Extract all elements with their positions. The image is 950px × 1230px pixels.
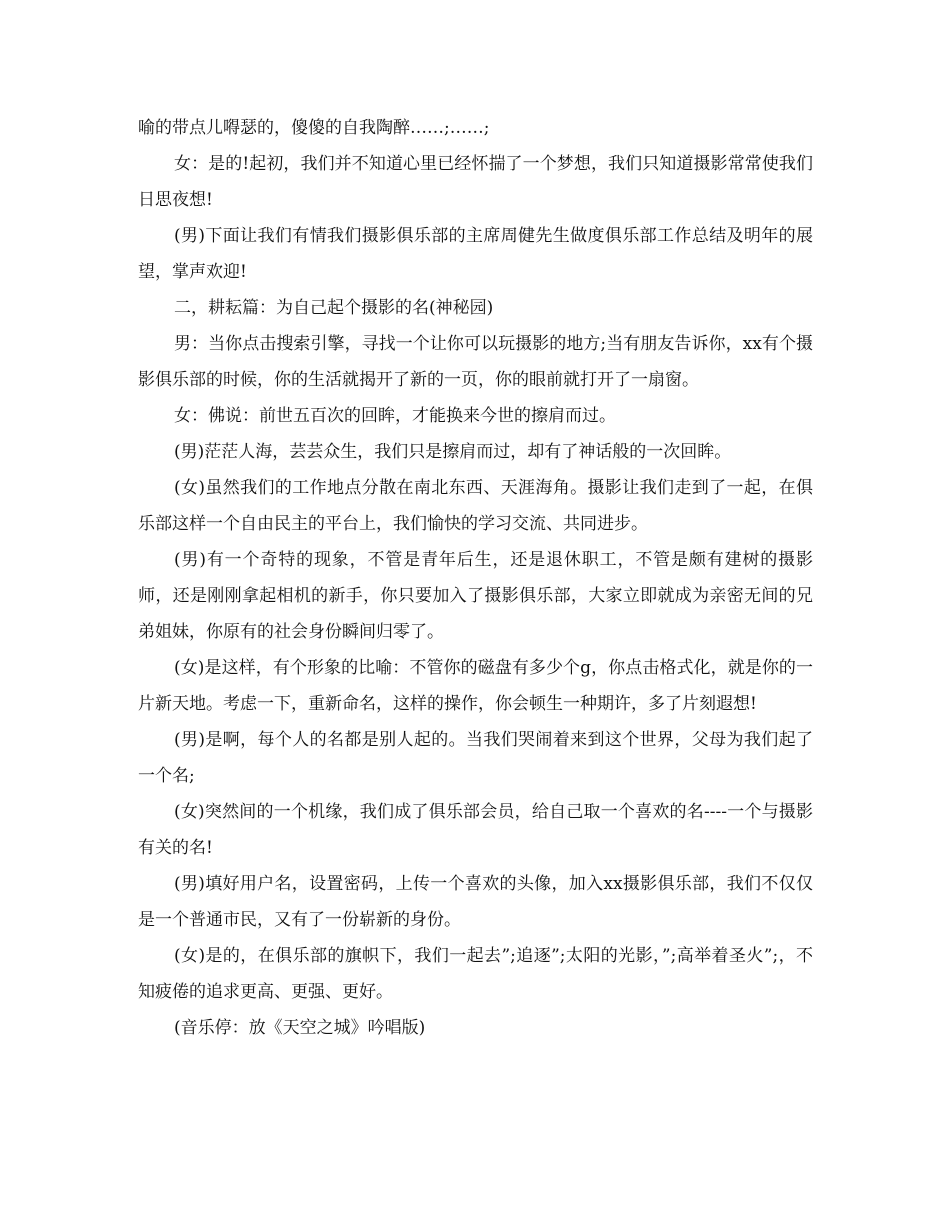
document-body xyxy=(138,110,813,1046)
paragraph-3: (男)下面让我们有情我们摄影俱乐部的主席周健先生做度俱乐部工作总结及明年的展望，掌声欢迎! xyxy=(138,226,813,282)
paragraph-5: 男：当你点击搜索引擎，寻找一个让你可以玩摄影的地方;当有朋友告诉你，xx有个摄影俱乐部的时候，你的生活就揭开了新的一页，你的眼前就打开了一扇窗。 xyxy=(138,334,813,390)
paragraph-14: (女)是的，在俱乐部的旗帜下，我们一起去”;追逐”;太阳的光影，”;高举着圣火”;，不知疲倦的追求更高、更强、更好。 xyxy=(138,946,813,1002)
section-heading: 二，耕耘篇：为自己起个摄影的名(神秘园) xyxy=(174,298,494,318)
paragraph-9: (男)有一个奇特的现象，不管是青年后生，还是退休职工，不管是颇有建树的摄影师，还是刚刚拿起相机的新手，你只要加入了摄影俱乐部，大家立即就成为亲密无间的兄弟姐妹，你原有的社会身份瞬间归零了。 xyxy=(138,550,813,642)
paragraph-8: (女)虽然我们的工作地点分散在南北东西、天涯海角。摄影让我们走到了一起，在俱乐部这样一个自由民主的平台上，我们愉快的学习交流、共同进步。 xyxy=(138,478,813,534)
paragraph-11: (男)是啊，每个人的名都是别人起的。当我们哭闹着来到这个世界，父母为我们起了一个名; xyxy=(138,730,813,786)
paragraph-10: (女)是这样，有个形象的比喻：不管你的磁盘有多少个g，你点击格式化，就是你的一片新天地。考虑一下，重新命名，这样的操作，你会顿生一种期许，多了片刻遐想! xyxy=(138,658,813,714)
paragraph-2: 女：是的!起初，我们并不知道心里已经怀揣了一个梦想，我们只知道摄影常常使我们日思夜想! xyxy=(138,154,813,210)
paragraph-7: (男)茫茫人海，芸芸众生，我们只是擦肩而过，却有了神话般的一次回眸。 xyxy=(174,442,732,462)
paragraph-12: (女)突然间的一个机缘，我们成了俱乐部会员，给自己取一个喜欢的名----一个与摄影有关的名! xyxy=(138,802,813,858)
paragraph-1: 喻的带点儿嘚瑟的，傻傻的自我陶醉……;……; xyxy=(138,118,490,138)
stage-direction: (音乐停：放《天空之城》吟唱版) xyxy=(174,1018,426,1038)
paragraph-6: 女：佛说：前世五百次的回眸，才能换来今世的擦肩而过。 xyxy=(174,406,616,426)
paragraph-13: (男)填好用户名，设置密码，上传一个喜欢的头像，加入xx摄影俱乐部，我们不仅仅是一个普通市民，又有了一份崭新的身份。 xyxy=(138,874,813,930)
